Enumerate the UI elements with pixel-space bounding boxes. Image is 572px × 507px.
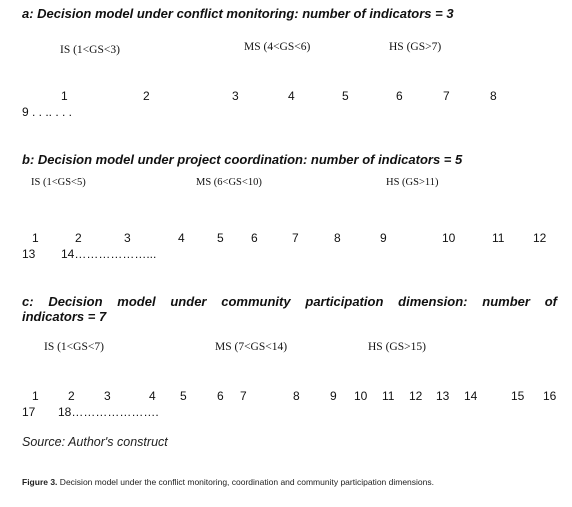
figure-caption-text: Decision model under the conflict monitoring, coordination and community participation dimensions. [57, 477, 434, 487]
section-b-number: 2 [75, 231, 82, 245]
section-b-continuation: 14………………... [61, 247, 157, 261]
section-c-title-line2: indicators = 7 [22, 309, 107, 324]
section-a-number: 1 [61, 89, 68, 103]
section-c-number: 10 [354, 389, 368, 403]
section-b-number: 7 [292, 231, 299, 245]
section-c-number: 6 [217, 389, 224, 403]
figure-caption [22, 477, 434, 487]
section-c-number: 5 [180, 389, 187, 403]
section-a-number: 7 [443, 89, 450, 103]
section-c-number: 2 [68, 389, 75, 403]
section-b-number: 8 [334, 231, 341, 245]
section-c-category-is: IS (1<GS<7) [44, 341, 104, 353]
section-c-number: 11 [382, 389, 395, 403]
section-c-number: 9 [330, 389, 337, 403]
section-c-number: 12 [409, 389, 423, 403]
section-c-continuation: 17 [22, 405, 36, 419]
section-b-number: 11 [492, 231, 505, 245]
section-b-number: 12 [533, 231, 547, 245]
section-a-number: 3 [232, 89, 239, 103]
section-a-continuation: 9 . . .. . . . [22, 105, 73, 119]
section-c-number: 15 [511, 389, 525, 403]
section-a-number: 2 [143, 89, 150, 103]
section-a-category-hs: HS (GS>7) [389, 41, 442, 53]
section-b-number: 10 [442, 231, 456, 245]
section-a-number: 8 [490, 89, 497, 103]
section-b-category-ms: MS (6<GS<10) [196, 177, 262, 188]
section-a-number: 4 [288, 89, 295, 103]
section-a-number: 6 [396, 89, 403, 103]
section-c-title-line1: c: Decision model under community participation dimension: number of [22, 294, 557, 309]
section-b-continuation: 13 [22, 247, 36, 261]
section-c-number: 13 [436, 389, 450, 403]
figure-caption-label: Figure 3. [22, 477, 58, 487]
section-a-title: a: Decision model under conflict monitoring: number of indicators = 3 [22, 6, 454, 21]
section-b-number: 5 [217, 231, 224, 245]
section-c-continuation: 18…………………. [58, 405, 159, 419]
section-c-number: 1 [32, 389, 39, 403]
section-b-number: 1 [32, 231, 39, 245]
section-b-number: 3 [124, 231, 131, 245]
section-a-category-ms: MS (4<GS<6) [244, 41, 311, 53]
section-b-number: 6 [251, 231, 258, 245]
section-c-number: 7 [240, 389, 247, 403]
section-c-category-hs: HS (GS>15) [368, 341, 426, 353]
section-c-category-ms: MS (7<GS<14) [215, 341, 288, 353]
section-b-title: b: Decision model under project coordination: number of indicators = 5 [22, 152, 463, 167]
section-c-number: 3 [104, 389, 111, 403]
section-b-category-hs: HS (GS>11) [386, 177, 439, 188]
section-b-number: 9 [380, 231, 387, 245]
section-c-number: 8 [293, 389, 300, 403]
section-c-number: 14 [464, 389, 478, 403]
source-note: Source: Author's construct [22, 435, 168, 449]
section-c-number: 4 [149, 389, 156, 403]
section-c-number: 16 [543, 389, 557, 403]
section-a-category-is: IS (1<GS<3) [60, 44, 120, 56]
section-b-number: 4 [178, 231, 185, 245]
section-b-category-is: IS (1<GS<5) [31, 177, 86, 188]
section-a-number: 5 [342, 89, 349, 103]
